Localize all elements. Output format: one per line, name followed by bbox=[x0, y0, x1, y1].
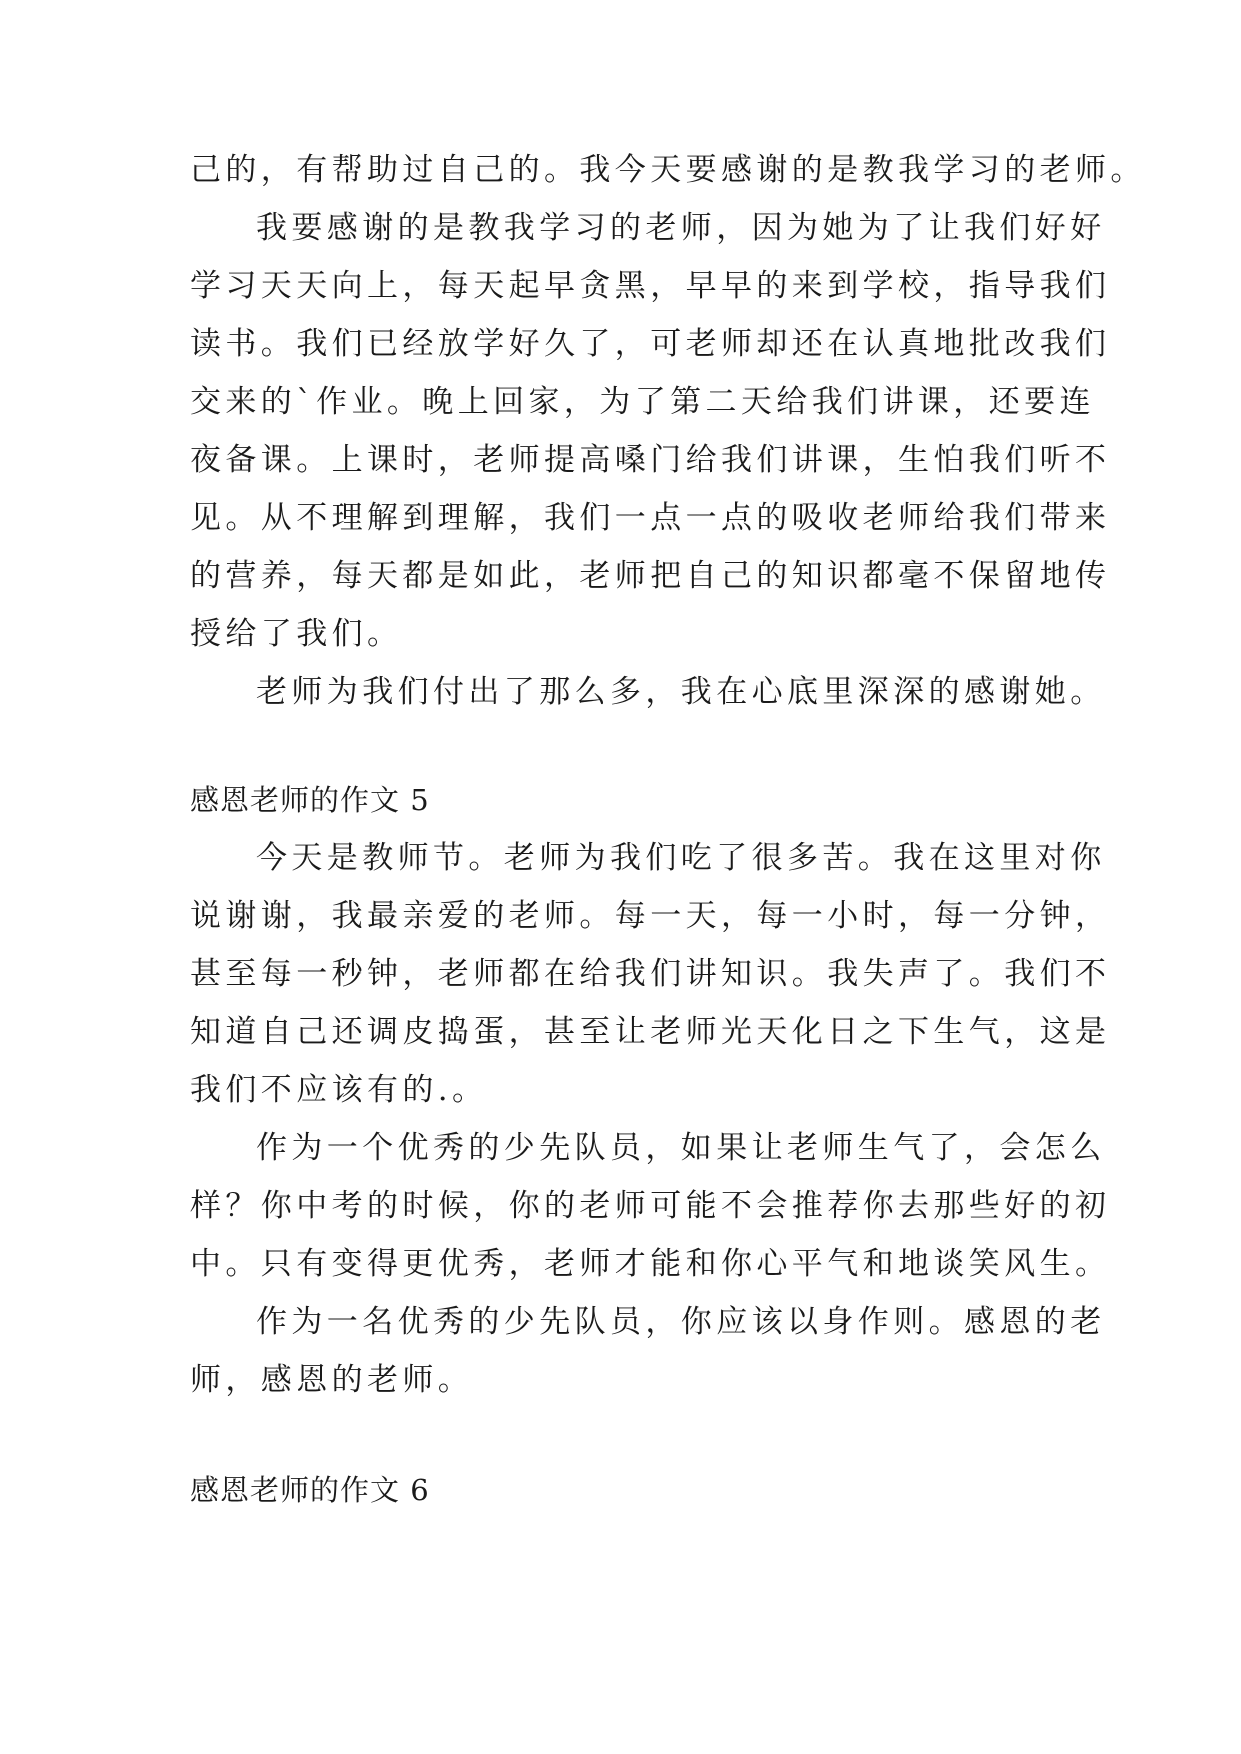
text-line: 作为一名优秀的少先队员，你应该以身作则。感恩的老 bbox=[256, 1304, 1106, 1340]
section-heading-6: 感恩老师的作文 6 bbox=[190, 1473, 430, 1507]
text-line: 夜备课。上课时，老师提高嗓门给我们讲课，生怕我们听不 bbox=[190, 442, 1111, 478]
text-line: 见。从不理解到理解，我们一点一点的吸收老师给我们带来 bbox=[190, 500, 1111, 536]
text-line: 今天是教师节。老师为我们吃了很多苦。我在这里对你 bbox=[256, 840, 1106, 876]
text-line: 中。只有变得更优秀，老师才能和你心平气和地谈笑风生。 bbox=[190, 1246, 1111, 1282]
text-line: 读书。我们已经放学好久了，可老师却还在认真地批改我们 bbox=[190, 326, 1111, 362]
text-line: 甚至每一秒钟，老师都在给我们讲知识。我失声了。我们不 bbox=[190, 956, 1111, 992]
text-line: 的营养，每天都是如此，老师把自己的知识都毫不保留地传 bbox=[190, 558, 1111, 594]
text-line: 授给了我们。 bbox=[190, 616, 403, 652]
text-line: 己的，有帮助过自己的。我今天要感谢的是教我学习的老师。 bbox=[190, 152, 1146, 188]
text-line: 说谢谢，我最亲爱的老师。每一天，每一小时，每一分钟， bbox=[190, 898, 1111, 934]
text-line: 老师为我们付出了那么多，我在心底里深深的感谢她。 bbox=[256, 674, 1106, 710]
text-line: 样？你中考的时候，你的老师可能不会推荐你去那些好的初 bbox=[190, 1188, 1111, 1224]
text-line: 交来的`作业。晚上回家，为了第二天给我们讲课，还要连 bbox=[190, 384, 1095, 420]
text-line: 师，感恩的老师。 bbox=[190, 1362, 474, 1398]
section-heading-5: 感恩老师的作文 5 bbox=[190, 783, 430, 817]
text-line: 作为一个优秀的少先队员，如果让老师生气了，会怎么 bbox=[256, 1130, 1106, 1166]
text-line: 学习天天向上，每天起早贪黑，早早的来到学校，指导我们 bbox=[190, 268, 1111, 304]
text-line: 我们不应该有的.。 bbox=[190, 1072, 488, 1108]
text-line: 知道自己还调皮捣蛋，甚至让老师光天化日之下生气，这是 bbox=[190, 1014, 1111, 1050]
text-line: 我要感谢的是教我学习的老师，因为她为了让我们好好 bbox=[256, 210, 1106, 246]
